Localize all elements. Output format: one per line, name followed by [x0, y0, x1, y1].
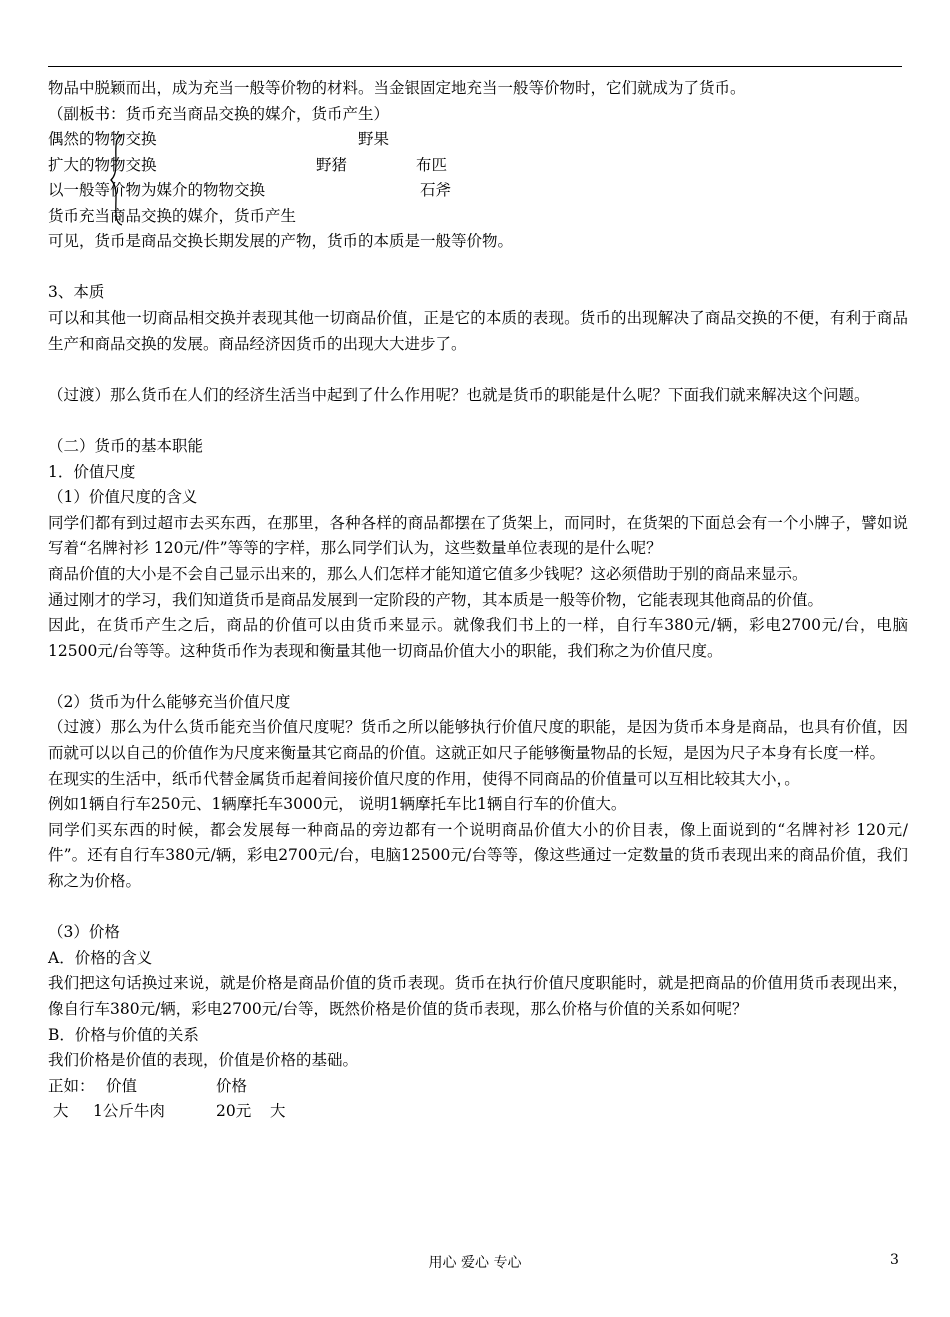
subsection-heading: （3）价格 [48, 923, 120, 942]
diagram-row-3: 以一般等价物为媒介的物物交换 [48, 181, 266, 200]
value-price-row [48, 1099, 908, 1125]
row-relation: 大 [270, 1102, 286, 1121]
subsection-heading: （2）货币为什么能够充当价值尺度 [48, 692, 291, 711]
table-intro: 正如： [48, 1076, 95, 1095]
row-item: 1公斤牛肉 [93, 1102, 165, 1121]
diagram-row-4: 货币充当商品交换的媒介，货币产生 [48, 206, 297, 225]
document-body [48, 76, 908, 1125]
value-price-header [48, 1074, 908, 1100]
subsection-heading: A．价格的含义 [48, 948, 153, 967]
header-rule [48, 66, 902, 67]
section-heading: 3、本质 [48, 283, 105, 302]
section-heading: （二）货币的基本职能 [48, 436, 204, 455]
diagram-item-wild-fruit: 野果 [358, 130, 390, 149]
page-footer: 用心 爱心 专心 [428, 1255, 522, 1271]
diagram-item-wild-boar: 野猪 [316, 155, 348, 174]
paragraph: 物品中脱颖而出，成为充当一般等价物的材料。当金银固定地充当一般等价物时，它们就成为了货币。 [48, 79, 746, 97]
paragraph: 例如1辆自行车250元、1辆摩托车3000元， 说明1辆摩托车比1辆自行车的价值大。 [48, 795, 627, 814]
paragraph: 同学们都有到过超市去买东西，在那里，各种各样的商品都摆在了货架上，而同时，在货架的下面总会有一个小牌子，譬如说写着“名牌衬衫 120元/件”等等的字样，那么同学们认为，这些数量单位表现的是什么呢？ [48, 513, 908, 558]
subsection-heading: 1．价值尺度 [48, 462, 136, 481]
paragraph: （过渡）那么货币在人们的经济生活当中起到了什么作用呢？也就是货币的职能是什么呢？下面我们就来解决这个问题。 [48, 385, 870, 404]
diagram-row-2: 扩大的物物交换 [48, 155, 157, 174]
subsection-heading: B．价格与价值的关系 [48, 1025, 199, 1044]
diagram-row-1: 偶然的物物交换 [48, 130, 157, 149]
row-value: 大 [53, 1102, 69, 1121]
diagram-item-cloth: 布匹 [416, 155, 448, 174]
paragraph: 商品价值的大小是不会自己显示出来的，那么人们怎样才能知道它值多少钱呢？这必须借助于别的商品来显示。 [48, 564, 808, 583]
paragraph: 可见，货币是商品交换长期发展的产物，货币的本质是一般等价物。 [48, 232, 514, 251]
side-note: （副板书：货币充当商品交换的媒介，货币产生） [48, 104, 390, 123]
paragraph: 我们价格是价值的表现，价值是价格的基础。 [48, 1051, 359, 1070]
paragraph: 因此，在货币产生之后，商品的价值可以由货币来显示。就像我们书上的一样，自行车380元/辆，彩电2700元/台，电脑12500元/台等等。这种货币作为表现和衡量其他一切商品价值大小的职能，我们称之为价值尺度。 [48, 616, 908, 660]
paragraph: 可以和其他一切商品相交换并表现其他一切商品价值，正是它的本质的表现。货币的出现解决了商品交换的不便，有利于商品生产和商品交换的发展。商品经济因货币的出现大大进步了。 [48, 308, 908, 353]
exchange-diagram [48, 127, 908, 229]
page-number: 3 [890, 1252, 899, 1268]
header-price: 价格 [216, 1076, 248, 1095]
paragraph: 在现实的生活中，纸币代替金属货币起着间接价值尺度的作用，使得不同商品的价值量可以互相比较其大小，。 [48, 769, 800, 788]
paragraph: 同学们买东西的时候，都会发展每一种商品的旁边都有一个说明商品价值大小的价目表，像上面说到的“名牌衬衫 120元/件”。还有自行车380元/辆，彩电2700元/台，电脑12500元/台等等，像这些通过一定数量的货币表现出来的商品价值，我们称之为价格。 [48, 820, 908, 891]
header-value: 价值 [106, 1076, 138, 1095]
paragraph: 通过刚才的学习，我们知道货币是商品发展到一定阶段的产物，其本质是一般等价物，它能表现其他商品的价值。 [48, 590, 824, 609]
brace-icon [110, 133, 128, 227]
paragraph: 我们把这句话换过来说，就是价格是商品价值的货币表现。货币在执行价值尺度职能时，就是把商品的价值用货币表现出来，像自行车380元/辆，彩电2700元/台等，既然价格是价值的货币表现，那么价格与价值的关系如何呢？ [48, 974, 908, 1018]
subsection-heading: （1）价值尺度的含义 [48, 488, 198, 507]
row-price: 20元 [216, 1102, 252, 1121]
paragraph: （过渡）那么为什么货币能充当价值尺度呢？货币之所以能够执行价值尺度的职能，是因为货币本身是商品，也具有价值，因而就可以以自己的价值作为尺度来衡量其它商品的价值。这就正如尺子能够衡量物品的长短，是因为尺子本身有长度一样。 [48, 718, 908, 763]
diagram-item-stone-axe: 石斧 [420, 181, 452, 200]
